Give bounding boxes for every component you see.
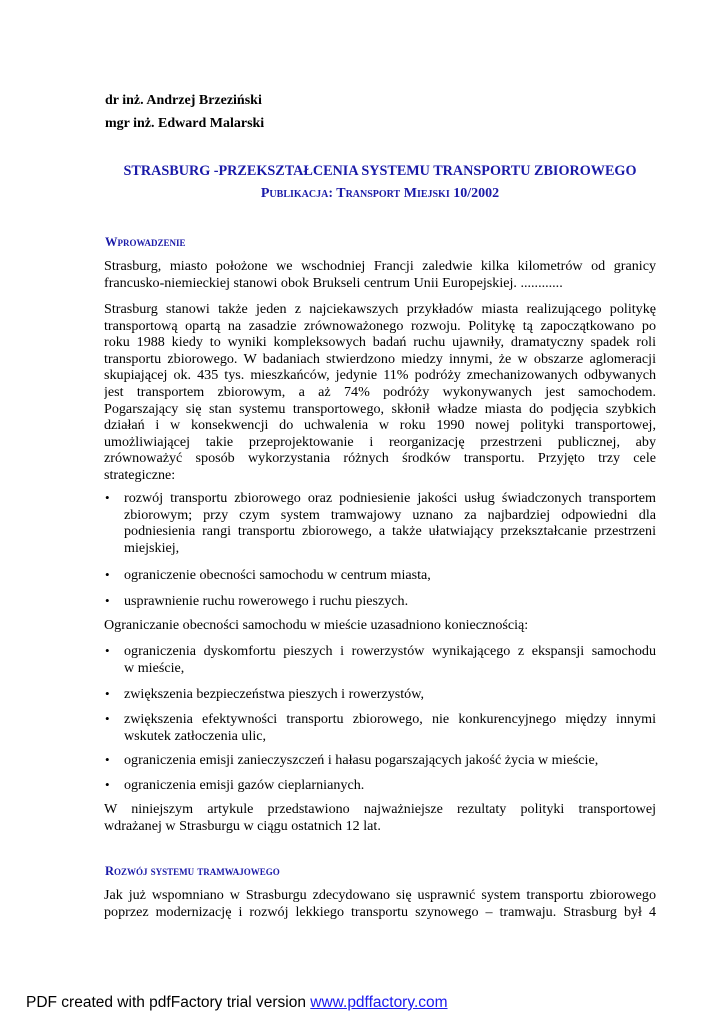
text-line: strategiczne:	[104, 466, 176, 483]
bullet-list-reasons	[104, 643, 656, 676]
bullet-list-goals	[104, 490, 656, 556]
text-line: podniesienia rangi transportu zbiorowego, a także ułatwiający przekształcanie przestrzeni	[124, 523, 656, 540]
text-line: Strasburg, miasto położone we wschodniej Francji zaledwie kilka kilometrów od granicy	[104, 258, 656, 274]
text-line: zbiorowym; przy czym system tramwajowy uznano za najbardziej odpowiedni dla	[124, 506, 656, 523]
bullet-list-reasons-5	[104, 777, 656, 794]
list-item-text	[124, 711, 656, 744]
list-item-text: usprawnienie ruchu rowerowego i ruchu pieszych.	[124, 593, 409, 609]
text-line: ograniczenia dyskomfortu pieszych i rowerzystów wynikającego z ekspansji samochodu	[124, 643, 656, 659]
text-line: zwiększenia efektywności transportu zbiorowego, nie konkurencyjnego między innymi	[124, 711, 656, 727]
list-item	[104, 711, 656, 744]
section-heading-tram: Rozwój systemu tramwajowego	[105, 864, 280, 878]
author-name: mgr inż. Edward Malarski	[105, 116, 265, 131]
paragraph-intro-1	[104, 258, 656, 291]
bullet-list-goals-3	[104, 593, 656, 610]
bullet-list-goals-2	[104, 567, 656, 584]
paragraph-intro-3	[104, 617, 656, 634]
list-item	[104, 686, 656, 703]
text-line: umożliwiającej takie przeprojektowanie i reorganizację przestrzeni publicznej, aby	[104, 433, 656, 450]
list-item	[104, 777, 656, 794]
bullet-icon: •	[105, 752, 110, 767]
bullet-icon: •	[105, 777, 110, 792]
text-line: W niniejszym artykule przedstawiono najważniejsze rezultaty polityki transportowej	[104, 801, 656, 817]
text-line: transportową opartą na zasadzie zrównoważonego rozwoju. Politykę tą zapoczątkowano po	[104, 317, 656, 334]
bullet-list-reasons-3	[104, 711, 656, 744]
bullet-list-reasons-4	[104, 752, 656, 769]
text-line: Strasburg stanowi także jeden z najciekawszych przykładów miasta realizującego politykę	[104, 301, 656, 317]
text-line: jest transportem zbiorowym, a aż 74% podróży wykonywanych jest samochodem.	[104, 383, 656, 400]
bullet-list-reasons-2	[104, 686, 656, 703]
list-item-text	[124, 490, 656, 556]
bullet-icon: •	[105, 490, 110, 505]
list-item-text: ograniczenia emisji zanieczyszczeń i hałasu pogarszających jakość życia w mieście,	[124, 752, 599, 768]
text-line: Pogarszający się stan systemu transportowego, skłonił władze miasta do podjęcia szybkich	[104, 400, 656, 417]
list-item	[104, 567, 656, 584]
text-line: miejskiej,	[124, 539, 180, 556]
text-line: poprzez modernizację i rozwój lekkiego transportu szynowego – tramwaju. Strasburg był 4	[104, 903, 656, 920]
paragraph-tram-1	[104, 887, 656, 920]
bullet-icon: •	[105, 643, 110, 658]
bullet-icon: •	[105, 593, 110, 608]
text-line: roku 1988 kiedy to wyniki kompleksowych badań ruchu ujawniły, dramatyczny spadek roli	[104, 334, 656, 351]
section-heading-introduction: Wprowadzenie	[105, 235, 186, 249]
list-item	[104, 643, 656, 676]
text-line: francusko-niemieckiej stanowi obok Brukseli centrum Unii Europejskiej. ............	[104, 274, 563, 291]
text-line: wdrażanej w Strasburgu w ciągu ostatnich 12 lat.	[104, 817, 381, 834]
list-item-text: zwiększenia bezpieczeństwa pieszych i rowerzystów,	[124, 686, 425, 702]
publication-line: Publikacja: Transport Miejski 10/2002	[260, 186, 500, 201]
footer-link[interactable]: www.pdffactory.com	[310, 994, 448, 1011]
pdf-footer	[26, 994, 448, 1012]
text-line: działań i w konsekwencji do uchwalenia w roku 1990 nowej polityki transportowej,	[104, 417, 656, 434]
list-item	[104, 752, 656, 769]
text-line: Jak już wspomniano w Strasburgu zdecydowano się usprawnić system transportu zbiorowego	[104, 887, 656, 903]
author-name: dr inż. Andrzej Brzeziński	[105, 93, 262, 108]
text-line: w mieście,	[124, 659, 185, 676]
article-title: STRASBURG -PRZEKSZTAŁCENIA SYSTEMU TRANSPORTU ZBIOROWEGO	[123, 163, 637, 179]
list-item-text: ograniczenie obecności samochodu w centrum miasta,	[124, 567, 431, 583]
list-item	[104, 490, 656, 556]
list-item-text: ograniczenia emisji gazów cieplarnianych.	[124, 777, 365, 793]
author-block	[105, 89, 264, 135]
text-line: zrównoważyć sposób wykorzystania różnych środków transportu. Przyjęto trzy cele	[104, 450, 656, 467]
paragraph-intro-2	[104, 301, 656, 484]
bullet-icon: •	[105, 567, 110, 582]
text-line: wskutek zatłoczenia ulic,	[124, 727, 267, 744]
list-item	[104, 593, 656, 610]
footer-text: PDF created with pdfFactory trial version	[26, 994, 311, 1011]
bullet-icon: •	[105, 711, 110, 726]
text-line: transportu zbiorowego. W badaniach stwierdzono miedzy innymi, że w obszarze aglomeracji	[104, 350, 656, 367]
text-line: Ograniczanie obecności samochodu w mieście uzasadniono koniecznością:	[104, 617, 529, 633]
paragraph-intro-4	[104, 801, 656, 834]
text-line: skupiającej ok. 435 tys. mieszkańców, jedynie 11% podróży zmechanizowanych odbywanych	[104, 367, 656, 384]
text-line: rozwój transportu zbiorowego oraz podniesienie jakości usług świadczonych transportem	[124, 490, 656, 506]
bullet-icon: •	[105, 686, 110, 701]
list-item-text	[124, 643, 656, 676]
